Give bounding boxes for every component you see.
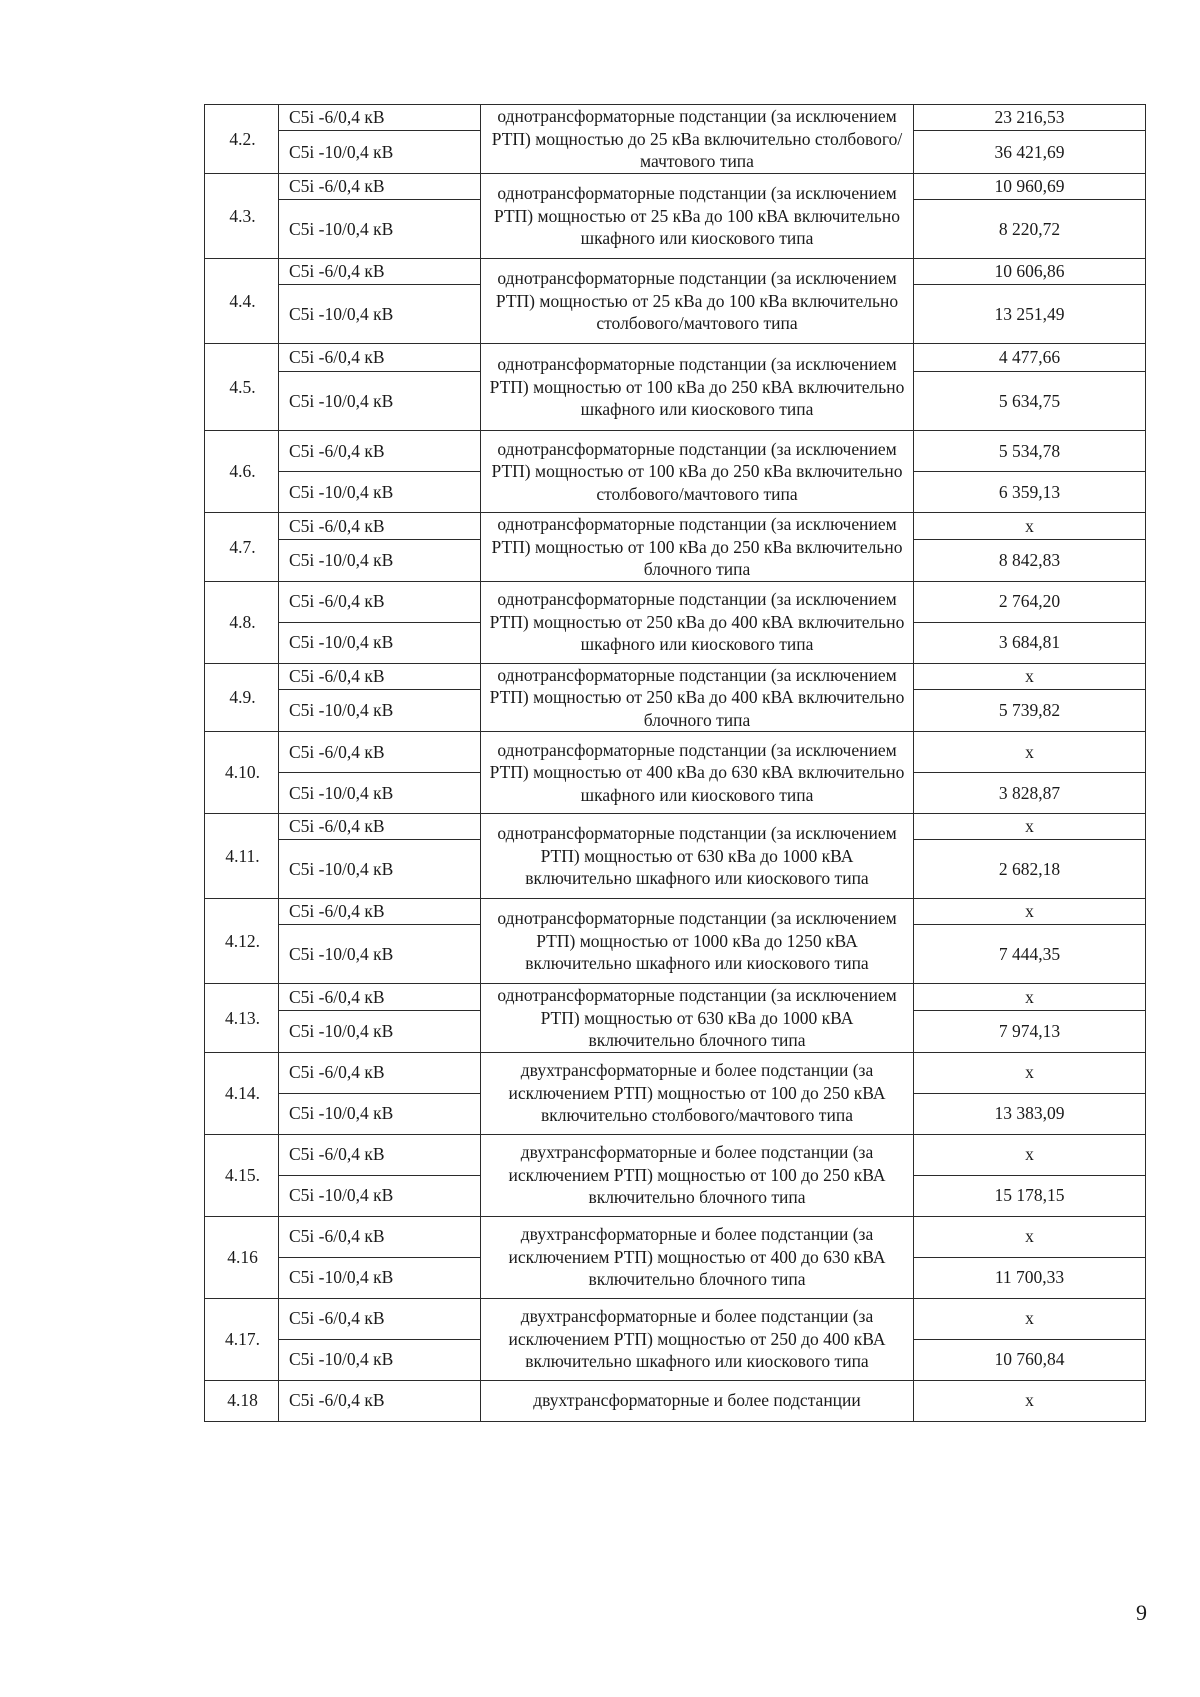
row-number: 4.11. bbox=[205, 814, 279, 899]
row-number: 4.17. bbox=[205, 1298, 279, 1380]
voltage-code-10kv: C5i -10/0,4 кВ bbox=[279, 1010, 481, 1052]
substation-description: двухтрансформаторные и более подстанции (за исключением РТП) мощностью от 250 до 400 кВА включительно шкафного или киоскового типа bbox=[481, 1298, 914, 1380]
row-number: 4.13. bbox=[205, 984, 279, 1053]
rate-value-10kv: 7 974,13 bbox=[914, 1010, 1146, 1052]
voltage-code-10kv: C5i -10/0,4 кВ bbox=[279, 1257, 481, 1298]
voltage-code-6kv: C5i -6/0,4 кВ bbox=[279, 174, 481, 200]
rate-value-6kv: x bbox=[914, 814, 1146, 840]
voltage-code-10kv: C5i -10/0,4 кВ bbox=[279, 285, 481, 344]
row-number: 4.12. bbox=[205, 899, 279, 984]
rate-value-6kv: x bbox=[914, 899, 1146, 925]
substation-description: однотрансформаторные подстанции (за исключением РТП) мощностью от 250 кВа до 400 кВА включительно шкафного или киоскового типа bbox=[481, 581, 914, 663]
rate-value-6kv: 23 216,53 bbox=[914, 105, 1146, 131]
table-row bbox=[205, 431, 1146, 472]
voltage-code-6kv: C5i -6/0,4 кВ bbox=[279, 344, 481, 372]
voltage-code-6kv: C5i -6/0,4 кВ bbox=[279, 984, 481, 1011]
rate-value-10kv: 6 359,13 bbox=[914, 472, 1146, 513]
substation-description: однотрансформаторные подстанции (за исключением РТП) мощностью от 25 кВа до 100 кВа включительно столбового/мачтового типа bbox=[481, 259, 914, 344]
rate-value-6kv: x bbox=[914, 1298, 1146, 1339]
table-row bbox=[205, 513, 1146, 540]
page-number: 9 bbox=[1136, 1600, 1147, 1625]
rate-value-10kv: 15 178,15 bbox=[914, 1175, 1146, 1216]
voltage-code-10kv: C5i -10/0,4 кВ bbox=[279, 372, 481, 431]
row-number: 4.10. bbox=[205, 732, 279, 814]
table-row bbox=[205, 1134, 1146, 1175]
rate-value-6kv: 2 764,20 bbox=[914, 581, 1146, 622]
rate-value-10kv: 3 828,87 bbox=[914, 773, 1146, 814]
row-number: 4.6. bbox=[205, 431, 279, 513]
rate-value-10kv: 2 682,18 bbox=[914, 840, 1146, 899]
voltage-code-10kv: C5i -10/0,4 кВ bbox=[279, 539, 481, 581]
substation-description: однотрансформаторные подстанции (за исключением РТП) мощностью от 400 кВа до 630 кВА включительно шкафного или киоскового типа bbox=[481, 732, 914, 814]
rate-value-6kv: x bbox=[914, 513, 1146, 540]
substation-description: однотрансформаторные подстанции (за исключением РТП) мощностью от 100 кВа до 250 кВа включительно столбового/мачтового типа bbox=[481, 431, 914, 513]
table-row bbox=[205, 732, 1146, 773]
row-number: 4.5. bbox=[205, 344, 279, 431]
substation-description: однотрансформаторные подстанции (за исключением РТП) мощностью от 100 кВа до 250 кВа включительно блочного типа bbox=[481, 513, 914, 582]
row-number: 4.4. bbox=[205, 259, 279, 344]
voltage-code-6kv: C5i -6/0,4 кВ bbox=[279, 1134, 481, 1175]
voltage-code-6kv: C5i -6/0,4 кВ bbox=[279, 105, 481, 131]
substation-description: однотрансформаторные подстанции (за исключением РТП) мощностью от 630 кВа до 1000 кВА включительно шкафного или киоскового типа bbox=[481, 814, 914, 899]
substation-description: двухтрансформаторные и более подстанции (за исключением РТП) мощностью от 100 до 250 кВА включительно блочного типа bbox=[481, 1134, 914, 1216]
substation-description: двухтрансформаторные и более подстанции (за исключением РТП) мощностью от 400 до 630 кВА включительно блочного типа bbox=[481, 1216, 914, 1298]
voltage-code-10kv: C5i -10/0,4 кВ bbox=[279, 1175, 481, 1216]
row-number: 4.8. bbox=[205, 581, 279, 663]
table-row bbox=[205, 984, 1146, 1011]
voltage-code-6kv: C5i -6/0,4 кВ bbox=[279, 663, 481, 690]
rate-value-10kv: 5 634,75 bbox=[914, 372, 1146, 431]
voltage-code-10kv: C5i -10/0,4 кВ bbox=[279, 690, 481, 732]
substation-description: однотрансформаторные подстанции (за исключением РТП) мощностью до 25 кВа включительно столбового/мачтового типа bbox=[481, 105, 914, 174]
rate-value-10kv: 36 421,69 bbox=[914, 131, 1146, 174]
voltage-code-6kv: C5i -6/0,4 кВ bbox=[279, 1298, 481, 1339]
table-row bbox=[205, 1380, 1146, 1421]
rate-value-6kv: x bbox=[914, 1216, 1146, 1257]
table-row bbox=[205, 259, 1146, 285]
table-body bbox=[205, 105, 1146, 1422]
rate-value-10kv: 10 760,84 bbox=[914, 1339, 1146, 1380]
voltage-code-10kv: C5i -10/0,4 кВ bbox=[279, 925, 481, 984]
rate-value-6kv: x bbox=[914, 1380, 1146, 1421]
rate-value-10kv: 7 444,35 bbox=[914, 925, 1146, 984]
table-row bbox=[205, 1298, 1146, 1339]
voltage-code-10kv: C5i -10/0,4 кВ bbox=[279, 1093, 481, 1134]
voltage-code-6kv: C5i -6/0,4 кВ bbox=[279, 259, 481, 285]
row-number: 4.7. bbox=[205, 513, 279, 582]
voltage-code-10kv: C5i -10/0,4 кВ bbox=[279, 200, 481, 259]
voltage-code-6kv: C5i -6/0,4 кВ bbox=[279, 732, 481, 773]
table-row bbox=[205, 814, 1146, 840]
voltage-code-10kv: C5i -10/0,4 кВ bbox=[279, 131, 481, 174]
voltage-code-6kv: C5i -6/0,4 кВ bbox=[279, 581, 481, 622]
table-row bbox=[205, 1216, 1146, 1257]
table-row bbox=[205, 105, 1146, 131]
voltage-code-6kv: C5i -6/0,4 кВ bbox=[279, 1216, 481, 1257]
substation-description: однотрансформаторные подстанции (за исключением РТП) мощностью от 630 кВа до 1000 кВА включительно блочного типа bbox=[481, 984, 914, 1053]
voltage-code-6kv: C5i -6/0,4 кВ bbox=[279, 814, 481, 840]
voltage-code-10kv: C5i -10/0,4 кВ bbox=[279, 472, 481, 513]
voltage-code-10kv: C5i -10/0,4 кВ bbox=[279, 840, 481, 899]
table-row bbox=[205, 899, 1146, 925]
voltage-code-6kv: C5i -6/0,4 кВ bbox=[279, 899, 481, 925]
voltage-code-6kv: C5i -6/0,4 кВ bbox=[279, 431, 481, 472]
voltage-code-6kv: C5i -6/0,4 кВ bbox=[279, 1052, 481, 1093]
rate-value-10kv: 13 383,09 bbox=[914, 1093, 1146, 1134]
rate-value-6kv: x bbox=[914, 1052, 1146, 1093]
table-row bbox=[205, 344, 1146, 372]
row-number: 4.18 bbox=[205, 1380, 279, 1421]
rate-value-10kv: 8 220,72 bbox=[914, 200, 1146, 259]
voltage-code-10kv: C5i -10/0,4 кВ bbox=[279, 1339, 481, 1380]
rate-value-6kv: x bbox=[914, 732, 1146, 773]
rate-value-10kv: 5 739,82 bbox=[914, 690, 1146, 732]
substation-description: однотрансформаторные подстанции (за исключением РТП) мощностью от 250 кВа до 400 кВА включительно блочного типа bbox=[481, 663, 914, 732]
table-row bbox=[205, 174, 1146, 200]
row-number: 4.2. bbox=[205, 105, 279, 174]
table-row bbox=[205, 581, 1146, 622]
row-number: 4.9. bbox=[205, 663, 279, 732]
rate-value-6kv: x bbox=[914, 984, 1146, 1011]
rate-value-6kv: 10 960,69 bbox=[914, 174, 1146, 200]
rate-value-10kv: 11 700,33 bbox=[914, 1257, 1146, 1298]
rate-value-10kv: 8 842,83 bbox=[914, 539, 1146, 581]
row-number: 4.15. bbox=[205, 1134, 279, 1216]
substation-description: двухтрансформаторные и более подстанции (за исключением РТП) мощностью от 100 до 250 кВА включительно столбового/мачтового типа bbox=[481, 1052, 914, 1134]
substation-description: однотрансформаторные подстанции (за исключением РТП) мощностью от 100 кВа до 250 кВА включительно шкафного или киоскового типа bbox=[481, 344, 914, 431]
rate-value-6kv: 10 606,86 bbox=[914, 259, 1146, 285]
row-number: 4.14. bbox=[205, 1052, 279, 1134]
rate-value-6kv: 5 534,78 bbox=[914, 431, 1146, 472]
rate-value-10kv: 3 684,81 bbox=[914, 622, 1146, 663]
row-number: 4.16 bbox=[205, 1216, 279, 1298]
rate-value-6kv: 4 477,66 bbox=[914, 344, 1146, 372]
rate-value-6kv: x bbox=[914, 1134, 1146, 1175]
tariff-table bbox=[204, 104, 1146, 1422]
voltage-code-10kv: C5i -10/0,4 кВ bbox=[279, 773, 481, 814]
table-row bbox=[205, 663, 1146, 690]
voltage-code-10kv: C5i -10/0,4 кВ bbox=[279, 622, 481, 663]
rate-value-6kv: x bbox=[914, 663, 1146, 690]
substation-description: однотрансформаторные подстанции (за исключением РТП) мощностью от 1000 кВа до 1250 кВА включительно шкафного или киоскового типа bbox=[481, 899, 914, 984]
voltage-code-6kv: C5i -6/0,4 кВ bbox=[279, 1380, 481, 1421]
substation-description: двухтрансформаторные и более подстанции bbox=[481, 1380, 914, 1421]
row-number: 4.3. bbox=[205, 174, 279, 259]
substation-description: однотрансформаторные подстанции (за исключением РТП) мощностью от 25 кВа до 100 кВА включительно шкафного или киоскового типа bbox=[481, 174, 914, 259]
voltage-code-6kv: C5i -6/0,4 кВ bbox=[279, 513, 481, 540]
table-row bbox=[205, 1052, 1146, 1093]
rate-value-10kv: 13 251,49 bbox=[914, 285, 1146, 344]
